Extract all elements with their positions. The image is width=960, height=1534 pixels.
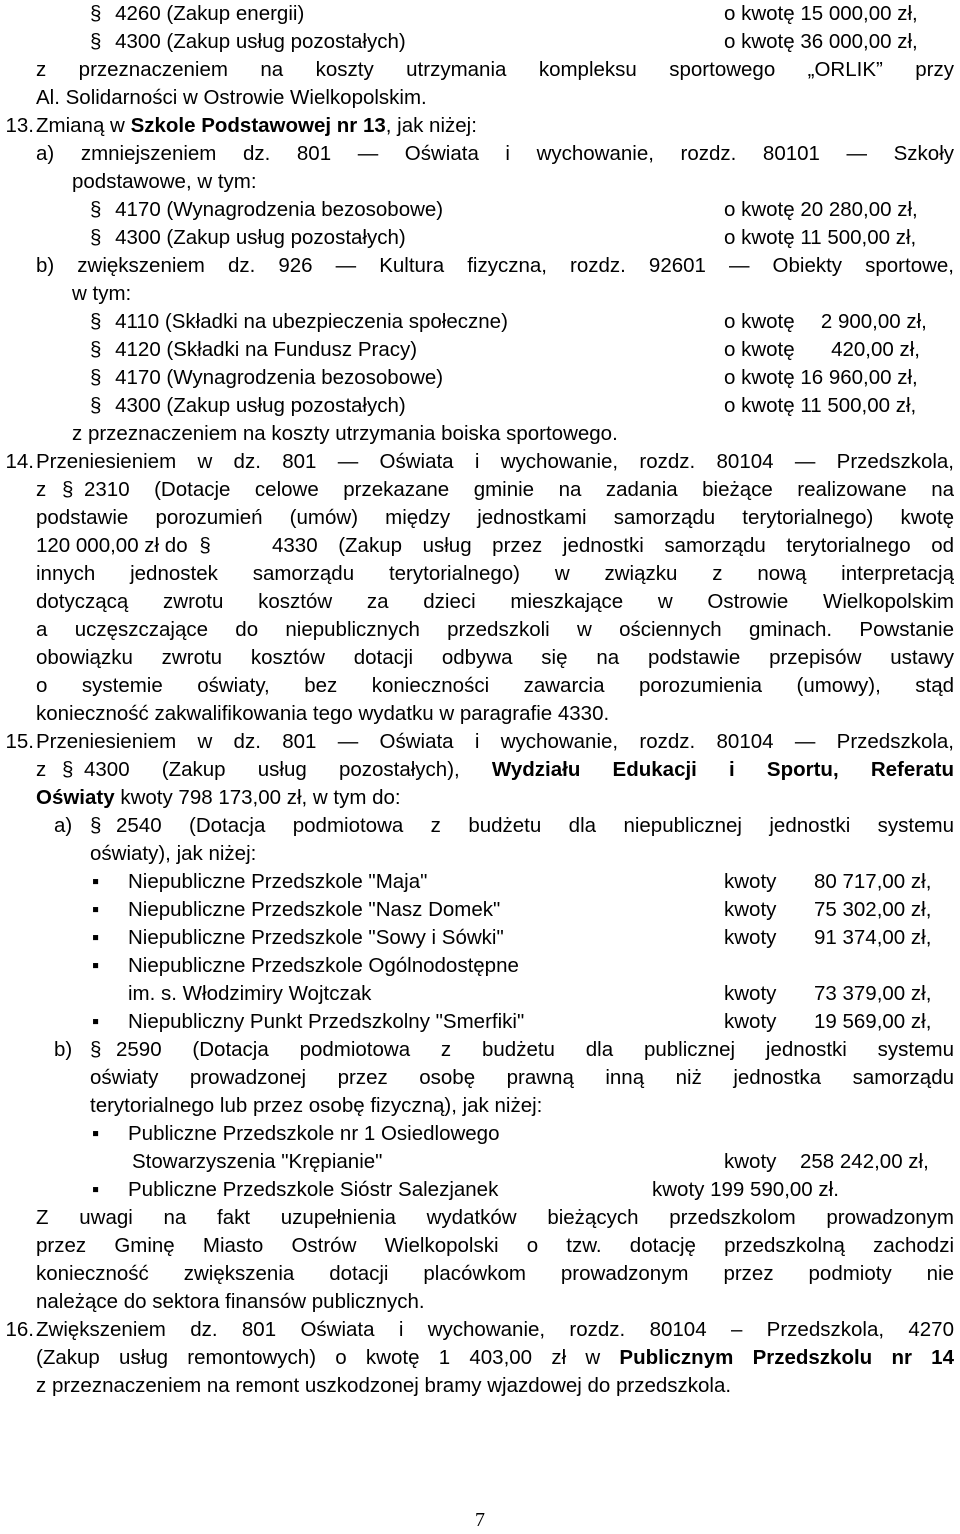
item-text: 4300 (Zakup usług pozostałych) — [115, 30, 406, 53]
section-sign: § — [90, 30, 102, 53]
paragraph-line: Zwiększeniem dz. 801 Oświata i wychowanie, rozdz. 80104 – Przedszkola, 4270 — [36, 1318, 954, 1341]
paragraph-line — [84, 756, 954, 784]
item-number: 14. — [5, 450, 34, 473]
heading-text: Zmianą w — [36, 114, 131, 137]
item-amount: kwoty 199 590,00 zł. — [652, 1178, 839, 1201]
paragraph-line — [36, 1344, 954, 1372]
institution-name: Niepubliczne Przedszkole "Nasz Domek" — [128, 898, 501, 921]
paragraph-line: należące do sektora finansów publicznych. — [36, 1290, 425, 1313]
paragraph-line: Z uwagi na fakt uzupełnienia wydatków bieżących przedszkolom prowadzonym — [36, 1206, 954, 1229]
heading-text: , jak niżej: — [385, 114, 477, 137]
budget-item — [90, 308, 508, 336]
item-amount: o kwotę 36 000,00 zł, — [724, 30, 918, 53]
top-item-1 — [90, 0, 304, 28]
item-text: 4110 (Składki na ubezpieczenia społeczne) — [115, 310, 508, 333]
kwoty-label: kwoty — [724, 982, 777, 1005]
paragraph-line — [36, 532, 211, 560]
text: (Zakup usług remontowych) o kwotę 1 403,00 zł w — [36, 1346, 620, 1369]
bullet-icon: ▪ — [92, 898, 100, 921]
budget-item — [90, 224, 406, 252]
bullet-icon: ▪ — [92, 926, 100, 949]
item-number: 16. — [5, 1318, 34, 1341]
kwoty-label: kwoty — [724, 1010, 777, 1033]
budget-item — [90, 196, 443, 224]
list-label: a) — [54, 814, 73, 837]
item-text: 4170 (Wynagrodzenia bezosobowe) — [115, 366, 444, 389]
page-number: 7 — [475, 1509, 485, 1531]
paragraph-line: 2540 (Dotacja podmiotowa z budżetu dla niepublicznej jednostki systemu — [116, 814, 954, 837]
institution-name: im. s. Włodzimiry Wojtczak — [128, 982, 372, 1005]
institution-name: Niepubliczne Przedszkole "Sowy i Sówki" — [128, 926, 504, 949]
kwoty-label: kwoty — [724, 898, 777, 921]
change-line: podstawowe, w tym: — [72, 170, 257, 193]
paragraph-line — [36, 756, 73, 784]
paragraph-line: oświaty), jak niżej: — [90, 842, 257, 865]
item13-heading — [36, 112, 477, 140]
department-name: Oświaty — [36, 786, 115, 809]
section-sign: § — [61, 758, 74, 781]
budget-item — [90, 364, 443, 392]
institution-name: Publiczne Przedszkole nr 1 Osiedlowego — [128, 1122, 500, 1145]
item-amount: o kwotę 11 500,00 zł, — [724, 226, 917, 249]
section-sign: § — [90, 2, 102, 25]
section-sign: § — [199, 534, 211, 557]
institution-name: Niepubliczny Punkt Przedszkolny "Smerfiki" — [128, 1010, 525, 1033]
top-item-2 — [90, 28, 406, 56]
paragraph-line: obowiązku zwrotu kosztów dotacji odbywa się na podstawie przepisów ustawy — [36, 646, 954, 669]
item-text: 4300 (Zakup usług pozostałych) — [115, 394, 406, 417]
item-number: 13. — [5, 114, 34, 137]
paragraph-line: konieczność zwiększenia dotacji placówkom prowadzonym przez podmioty nie — [36, 1262, 954, 1285]
purpose-line: z przeznaczeniem na koszty utrzymania boiska sportowego. — [72, 422, 618, 445]
paragraph-line: 2590 (Dotacja podmiotowa z budżetu dla publicznej jednostki systemu — [116, 1038, 954, 1061]
text: 4300 (Zakup usług pozostałych), — [84, 758, 492, 781]
purpose-line: z przeznaczeniem na koszty utrzymania kompleksu sportowego „ORLIK” przy — [36, 58, 954, 81]
paragraph-line: Przeniesieniem w dz. 801 — Oświata i wychowanie, rozdz. 80104 — Przedszkola, — [36, 450, 954, 473]
paragraph-line: konieczność zakwalifikowania tego wydatku w paragrafie 4330. — [36, 702, 610, 725]
item-text: 4300 (Zakup usług pozostałych) — [115, 226, 406, 249]
item-amount: 91 374,00 zł, — [814, 926, 932, 949]
item-amount: o kwotę 11 500,00 zł, — [724, 394, 917, 417]
section-sign: § — [90, 366, 102, 389]
department-name: Wydziału Edukacji i Sportu, Referatu — [491, 758, 954, 781]
paragraph-line: innych jednostek samorządu terytorialnego) w związku z nową interpretacją — [36, 562, 954, 585]
list-label: b) — [54, 1038, 73, 1061]
section-sign: § — [90, 394, 102, 417]
paragraph-line: terytorialnego lub przez osobę fizyczną), jak niżej: — [90, 1094, 543, 1117]
item-amount: 75 302,00 zł, — [814, 898, 932, 921]
bullet-icon: ▪ — [92, 1010, 100, 1033]
section-sign: § — [90, 310, 102, 333]
item-amount: o kwotę 20 280,00 zł, — [724, 198, 918, 221]
item-amount: 80 717,00 zł, — [814, 870, 932, 893]
paragraph-line — [36, 476, 73, 504]
item-amount: o kwotę 16 960,00 zł, — [724, 366, 918, 389]
item-text: 4170 (Wynagrodzenia bezosobowe) — [115, 198, 444, 221]
section-sign: § — [90, 1038, 102, 1061]
budget-item — [90, 392, 406, 420]
item-amount: o kwotę 2 900,00 zł, — [724, 310, 927, 333]
bullet-icon: ▪ — [92, 954, 100, 977]
change-line: w tym: — [72, 282, 132, 305]
paragraph-line: dotyczącą zwrotu kosztów za dzieci mieszkające w Ostrowie Wielkopolskim — [36, 590, 954, 613]
section-sign: § — [90, 814, 102, 837]
item-amount: o kwotę 15 000,00 zł, — [724, 2, 918, 25]
change-line: a) zmniejszeniem dz. 801 — Oświata i wychowanie, rozdz. 80101 — Szkoły — [36, 142, 954, 165]
bullet-icon: ▪ — [92, 870, 100, 893]
paragraph-line: z przeznaczeniem na remont uszkodzonej bramy wjazdowej do przedszkola. — [36, 1374, 732, 1397]
purpose-line: Al. Solidarności w Ostrowie Wielkopolskim. — [36, 86, 427, 109]
text: 120 000,00 zł do — [36, 534, 188, 557]
paragraph-line: przez Gminę Miasto Ostrów Wielkopolski o tzw. dotację przedszkolną zachodzi — [36, 1234, 954, 1257]
kwoty-label: kwoty — [724, 870, 777, 893]
paragraph-line: oświaty prowadzonej przez osobę prawną inną niż jednostka samorządu — [90, 1066, 954, 1089]
paragraph-line: podstawie porozumień (umów) między jednostkami samorządu terytorialnego) kwotę — [36, 506, 954, 529]
change-line: b) zwiększeniem dz. 926 — Kultura fizyczna, rozdz. 92601 — Obiekty sportowe, — [36, 254, 954, 277]
bullet-icon: ▪ — [92, 1122, 100, 1145]
item-amount: 73 379,00 zł, — [814, 982, 932, 1005]
budget-item — [90, 336, 417, 364]
item-number: 15. — [5, 730, 34, 753]
paragraph-line: Przeniesieniem w dz. 801 — Oświata i wychowanie, rozdz. 80104 — Przedszkola, — [36, 730, 954, 753]
school-name: Szkole Podstawowej nr 13 — [130, 114, 386, 137]
section-sign: § — [61, 478, 74, 501]
institution-name: Niepubliczne Przedszkole "Maja" — [128, 870, 428, 893]
paragraph-line: 4330 (Zakup usług przez jednostki samorządu terytorialnego od — [272, 534, 954, 557]
kwoty-label: kwoty — [724, 1150, 777, 1173]
item-text: 4260 (Zakup energii) — [115, 2, 305, 25]
item-amount: o kwotę 420,00 zł, — [724, 338, 920, 361]
kwoty-label: kwoty — [724, 926, 777, 949]
paragraph-line: a uczęszczające do niepublicznych przedszkoli w ościennych gminach. Powstanie — [36, 618, 954, 641]
text: kwoty 798 173,00 zł, w tym do: — [114, 786, 401, 809]
section-sign: § — [90, 338, 102, 361]
text: z — [36, 478, 47, 501]
paragraph-line — [36, 784, 401, 812]
paragraph-line: 2310 (Dotacje celowe przekazane gminie na zadania bieżące realizowane na — [84, 478, 954, 501]
school-name: Publicznym Przedszkolu nr 14 — [619, 1346, 954, 1369]
section-sign: § — [90, 226, 102, 249]
section-sign: § — [90, 198, 102, 221]
item-text: 4120 (Składki na Fundusz Pracy) — [115, 338, 418, 361]
item-amount: 258 242,00 zł, — [800, 1150, 929, 1173]
text: z — [36, 758, 47, 781]
item-amount: 19 569,00 zł, — [814, 1010, 932, 1033]
bullet-icon: ▪ — [92, 1178, 100, 1201]
institution-name: Stowarzyszenia "Krępianie" — [132, 1150, 383, 1173]
institution-name: Niepubliczne Przedszkole Ogólnodostępne — [128, 954, 519, 977]
institution-name: Publiczne Przedszkole Sióstr Salezjanek — [128, 1178, 499, 1201]
paragraph-line: o systemie oświaty, bez konieczności zawarcia porozumienia (umowy), stąd — [36, 674, 954, 697]
